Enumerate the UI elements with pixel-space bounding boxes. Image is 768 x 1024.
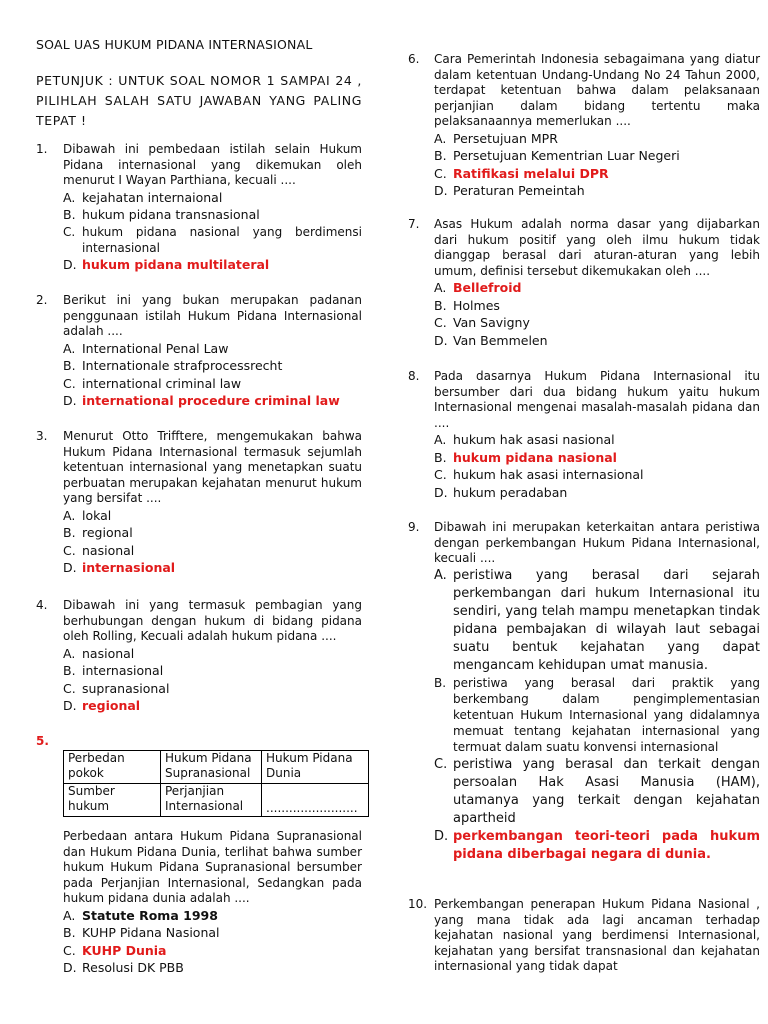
option-a-answer: A. Bellefroid [434, 280, 522, 295]
question-1 [36, 142, 362, 273]
option-a: A. kejahatan internaional [63, 189, 223, 205]
question-6 [408, 52, 760, 200]
question-stem: Pada dasarnya Hukum Pidana Internasional itu bersumber dari dua bidang hukum yaitu hukum Internasional mengenai masalah-masalah pidana dan .... [434, 369, 760, 430]
option-d-answer: D. perkembangan teori-teori pada hukum pidana diberbagai negara di dunia. [434, 828, 760, 862]
option-b: B. KUHP Pidana Nasional [63, 925, 220, 940]
option-c: C. supranasional [63, 680, 170, 696]
question-number: 9. [408, 520, 420, 534]
question-4 [36, 598, 362, 715]
option-c: C. Van Savigny [434, 315, 530, 330]
option-b: B. Internationale strafprocessrecht [63, 358, 283, 373]
question-number: 8. [408, 369, 420, 383]
option-a: A. peristiwa yang berasal dari sejarah perkembangan dari hukum Internasional itu sendiri, yang telah mampu menetapkan tindak pidana pembajakan di wilayah laut sebagai suatu bentuk kejahatan yang dapat mengancam kehidupan umat manusia. [434, 567, 760, 673]
option-a: A. Statute Roma 1998 [63, 907, 218, 923]
table-cell: ........................ [262, 784, 369, 817]
question-7 [408, 217, 760, 349]
question-stem: Perbedaan antara Hukum Pidana Supranasional dan Hukum Pidana Dunia, terlihat bahwa sumber hukum Hukum Pidana Supranasional bersumber pada Perjanjian Internasional, Sedangkan pada hukum pidana dunia adalah .... [63, 829, 362, 905]
question-number: 5. [36, 734, 49, 748]
option-c: C. peristiwa yang berasal dan terkait dengan persoalan Hak Asasi Manusia (HAM), utamanya yang terkait dengan kejahatan apartheid [434, 756, 760, 826]
question-2 [36, 293, 362, 410]
option-a: A. nasional [63, 645, 135, 661]
option-d-answer: D. hukum pidana multilateral [63, 256, 270, 272]
option-c: C. hukum pidana nasional yang berdimensi internasional [63, 224, 362, 255]
table-cell: Perjanjian Internasional [161, 784, 262, 817]
question-stem: Dibawah ini yang termasuk pembagian yang berhubungan dengan hukum di bidang pidana oleh Rolling, Kecuali adalah hukum pidana .... [63, 598, 362, 643]
question-number: 1. [36, 142, 48, 156]
option-c: C. hukum hak asasi internasional [434, 467, 644, 482]
option-c-answer: C. KUHP Dunia [63, 942, 167, 958]
question-stem: Menurut Otto Trifftere, mengemukakan bahwa Hukum Pidana Internasional termasuk sejumlah ketentuan internasional yang menetapkan suatu perbuatan merupakan kejahatan menurut hukum yang bersifat .... [63, 429, 362, 505]
option-c-answer: C. Ratifikasi melalui DPR [434, 165, 609, 181]
option-d: D. Resolusi DK PBB [63, 960, 184, 975]
question-3 [36, 429, 362, 577]
option-c: C. nasional [63, 542, 135, 558]
option-b-answer: B. hukum pidana nasional [434, 449, 617, 465]
question-number: 6. [408, 52, 420, 66]
question-number: 3. [36, 429, 48, 443]
table-cell: Perbedan pokok [64, 751, 161, 784]
option-a: A. International Penal Law [63, 340, 229, 356]
question-number: 7. [408, 217, 420, 231]
option-a: A. hukum hak asasi nasional [434, 432, 615, 447]
option-d: D. Van Bemmelen [434, 332, 548, 348]
comparison-table [63, 750, 369, 817]
question-number: 2. [36, 293, 48, 307]
page-title: SOAL UAS HUKUM PIDANA INTERNASIONAL [36, 37, 313, 52]
question-number: 4. [36, 598, 48, 612]
question-10 [408, 897, 760, 975]
question-stem: Dibawah ini merupakan keterkaitan antara peristiwa dengan perkembangan Hukum Pidana Internasional, kecuali .... [434, 520, 760, 565]
question-stem: Perkembangan penerapan Hukum Pidana Nasional , yang mana tidak ada lagi ancaman terhadap kejahatan nasional yang berdimensi Internasional, kejahatan yang bersifat transnasional dan kejahatan internasional yang tidak dapat [434, 897, 760, 973]
table-cell: Hukum Pidana Supranasional [161, 751, 262, 784]
question-8 [408, 369, 760, 501]
option-a: A. lokal [63, 507, 112, 523]
option-d: D. Peraturan Pemeintah [434, 183, 585, 198]
option-d: D. hukum peradaban [434, 484, 568, 500]
table-cell: Hukum Pidana Dunia [262, 751, 369, 784]
table-cell: Sumber hukum [64, 784, 161, 817]
question-number: 10. [408, 897, 428, 911]
option-b: B. regional [63, 525, 133, 540]
option-d-answer: D. internasional [63, 560, 176, 575]
option-d-answer: D. international procedure criminal law [63, 393, 340, 408]
question-stem: Asas Hukum adalah norma dasar yang dijabarkan dari hukum positif yang oleh ilmu hukum tidak dianggap berasal dari aturan-aturan yang lebih umum, definisi tersebut dikemukakan oleh .... [434, 217, 760, 278]
option-a: A. Persetujuan MPR [434, 130, 558, 146]
question-stem: Cara Pemerintah Indonesia sebagaimana yang diatur dalam ketentuan Undang-Undang No 24 Tahun 2000, terdapat ketentuan bahwa dalam pelaksanaan perjanjian dalam bidang tertentu maka pelaksanaannya memerlukan .... [434, 52, 760, 128]
question-5 [36, 734, 366, 977]
option-b: B. internasional [63, 663, 164, 678]
option-b: B. peristiwa yang berasal dari praktik yang berkembang dalam pengimplementasian ketentuan Hukum Internasional yang didalamnya memuat tentang kejahatan internasional yang termuat dalam suatu konvensi internasional [434, 675, 760, 755]
question-9 [408, 520, 760, 864]
question-stem: Berikut ini yang bukan merupakan padanan penggunaan istilah Hukum Pidana Internasional adalah .... [63, 293, 362, 338]
question-stem: Dibawah ini pembedaan istilah selain Hukum Pidana internasional yang dikemukan oleh menurut I Wayan Parthiana, kecuali .... [63, 142, 362, 187]
option-b: B. hukum pidana transnasional [63, 207, 260, 222]
option-d-answer: D. regional [63, 698, 141, 713]
instruction-text: PETUNJUK : UNTUK SOAL NOMOR 1 SAMPAI 24 , PILIHLAH SALAH SATU JAWABAN YANG PALING TEPAT ! [36, 73, 362, 128]
option-b: B. Persetujuan Kementrian Luar Negeri [434, 148, 680, 163]
option-c: C. international criminal law [63, 375, 242, 391]
option-b: B. Holmes [434, 297, 500, 313]
